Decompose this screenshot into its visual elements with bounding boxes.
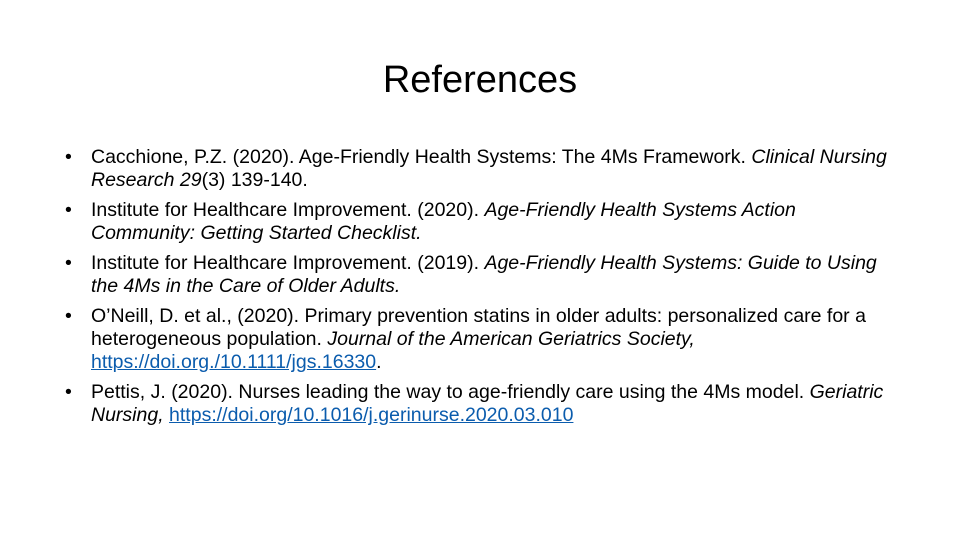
reference-text: (3) 139-140. xyxy=(201,169,308,192)
reference-text: . xyxy=(376,351,382,374)
doi-link[interactable]: https://doi.org/10.1016/j.gerinurse.2020.03.010 xyxy=(169,404,574,427)
references-list xyxy=(60,146,900,434)
bullet-icon: • xyxy=(65,252,72,274)
reference-item xyxy=(60,146,900,192)
reference-text: Institute for Healthcare Improvement. (2020). xyxy=(91,199,485,221)
reference-item xyxy=(60,305,900,375)
reference-journal: Journal of the American Geriatrics Society, xyxy=(327,328,695,351)
bullet-icon: • xyxy=(65,305,72,327)
reference-item xyxy=(60,199,900,245)
reference-title: Age-Friendly Health Systems Action Community: Getting Started Checklist. xyxy=(91,199,796,245)
bullet-icon: • xyxy=(65,146,72,168)
reference-text: O’Neill, D. et al., (2020). Primary prevention statins in older adults: personalized care for a heterogeneous population. xyxy=(91,305,866,351)
reference-text: Cacchione, P.Z. (2020). Age-Friendly Health Systems: The 4Ms Framework. xyxy=(91,146,752,168)
reference-text: Institute for Healthcare Improvement. (2019). xyxy=(91,252,485,274)
reference-title: Age-Friendly Health Systems: Guide to Using the 4Ms in the Care of Older Adults. xyxy=(91,252,877,298)
reference-item xyxy=(60,381,900,427)
bullet-icon: • xyxy=(65,199,72,221)
reference-text: Pettis, J. (2020). Nurses leading the way to age-friendly care using the 4Ms model. xyxy=(91,381,810,404)
doi-link[interactable]: https://doi.org./10.1111/jgs.16330 xyxy=(91,351,377,374)
reference-journal: Geriatric Nursing, xyxy=(91,381,884,427)
reference-journal: Clinical Nursing Research 29 xyxy=(91,146,887,192)
slide-title: References xyxy=(382,59,578,101)
reference-item xyxy=(60,252,900,298)
bullet-icon: • xyxy=(65,381,72,404)
